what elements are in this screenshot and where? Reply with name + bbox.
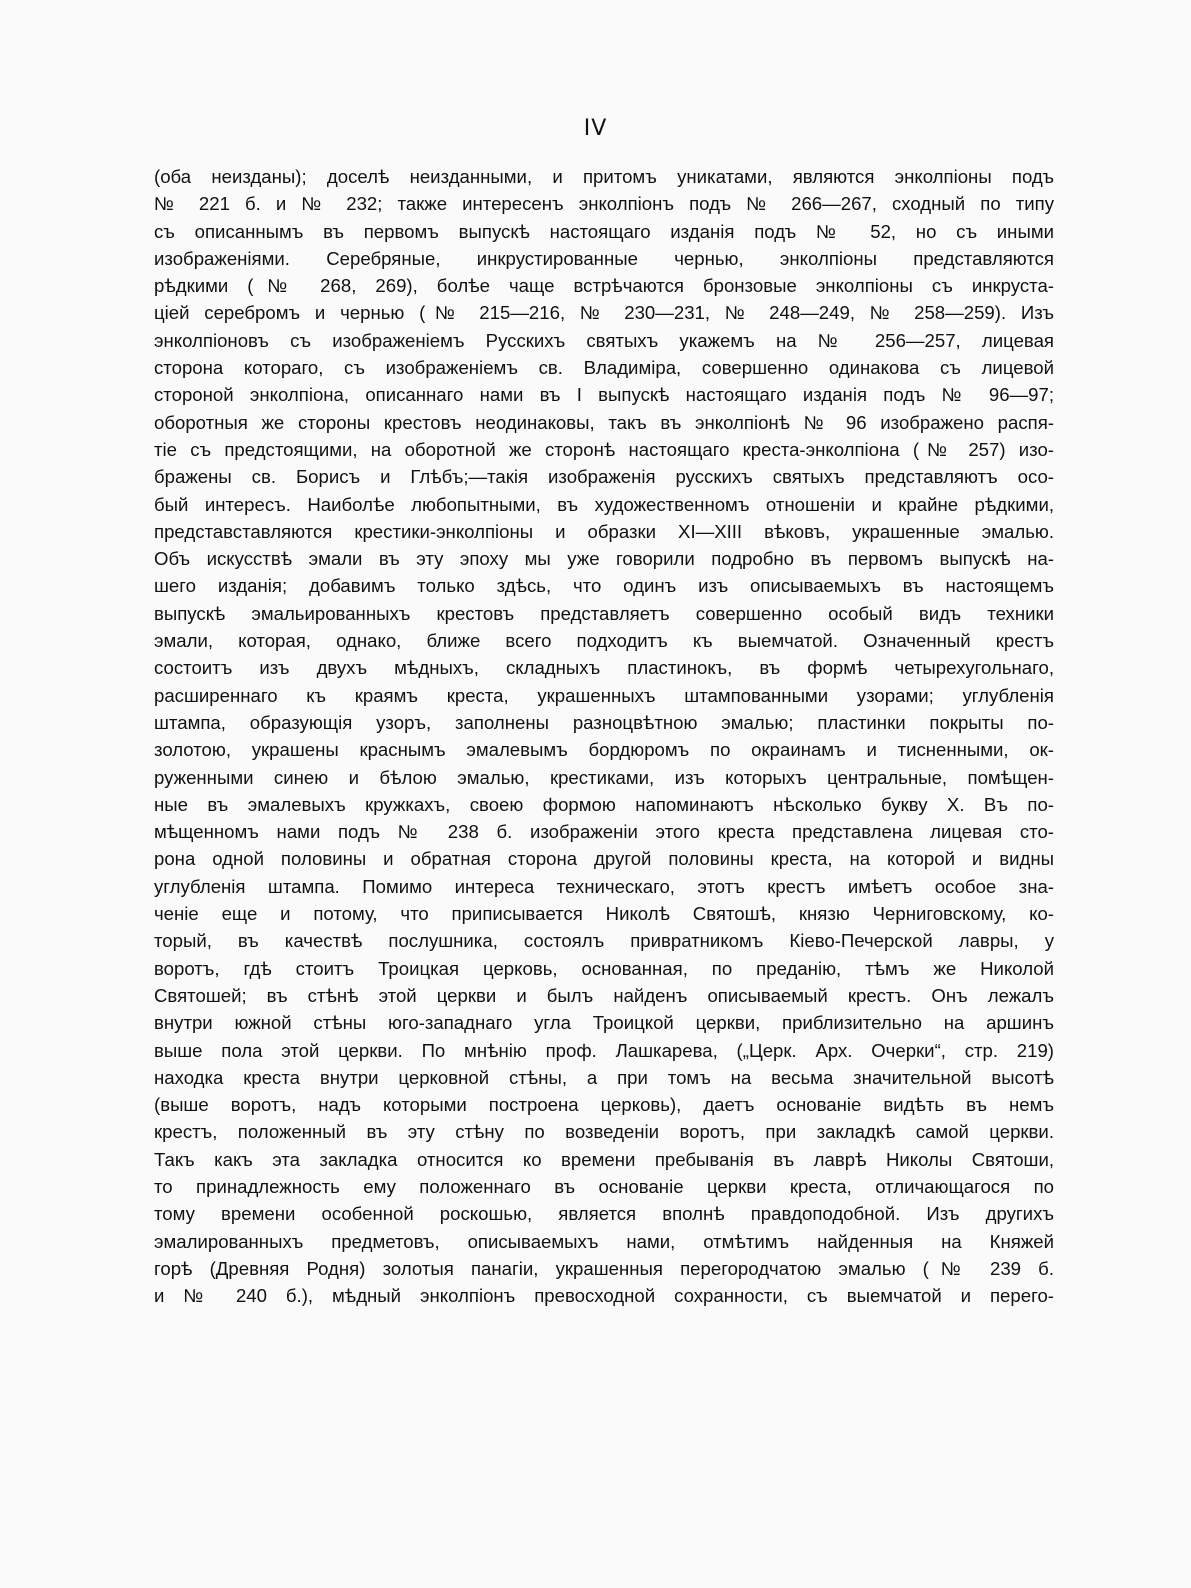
text-line: руженными синею и бѣлою эмалью, крестиками, изъ которыхъ центральные, помѣщен-: [154, 766, 1054, 788]
text-line: то принадлежность ему положеннаго въ основаніе церкви креста, отличающагося по: [154, 1175, 1054, 1197]
text-line: энколпіоновъ съ изображеніемъ Русскихъ святыхъ укажемъ на № 256—257, лицевая: [154, 329, 1054, 351]
text-line: изображеніями. Серебряные, инкрустированные чернью, энколпіоны представляются: [154, 247, 1054, 269]
text-line: расширеннаго къ краямъ креста, украшенныхъ штампованными узорами; углубленія: [154, 684, 1054, 706]
text-line: Святошей; въ стѣнѣ этой церкви и былъ найденъ описываемый крестъ. Онъ лежалъ: [154, 984, 1054, 1006]
text-line: представставляются крестики-энколпіоны и образки XI—XIII вѣковъ, украшенные эмалью.: [154, 520, 1054, 542]
text-line: бый интересъ. Наиболѣе любопытными, въ художественномъ отношеніи и крайне рѣдкими,: [154, 493, 1054, 515]
text-line: эмали, которая, однако, ближе всего подходитъ къ выемчатой. Означенный крестъ: [154, 630, 1054, 652]
text-line: золотою, украшены краснымъ эмалевымъ бордюромъ по окраинамъ и тисненными, ок-: [154, 739, 1054, 761]
text-line: Такъ какъ эта закладка относится ко времени пребыванія въ лаврѣ Николы Святоши,: [154, 1148, 1054, 1170]
text-line: состоитъ изъ двухъ мѣдныхъ, складныхъ пластинокъ, въ формѣ четырехугольнаго,: [154, 657, 1054, 679]
text-line: бражены св. Борисъ и Глѣбъ;—такія изображенія русскихъ святыхъ представляютъ осо-: [154, 466, 1054, 488]
text-line: ные въ эмалевыхъ кружкахъ, своею формою напоминаютъ нѣсколько букву X. Въ по-: [154, 793, 1054, 815]
text-line: тіе съ предстоящими, на оборотной же сторонѣ настоящаго креста-энколпіона (№ 257) изо-: [154, 438, 1054, 460]
text-line: торый, въ качествѣ послушника, состоялъ привратникомъ Кіево-Печерской лавры, у: [154, 930, 1054, 952]
text-line: выше пола этой церкви. По мнѣнію проф. Лашкарева, („Церк. Арх. Очерки“, стр. 219): [154, 1039, 1054, 1061]
text-line: рона одной половины и обратная сторона другой половины креста, на которой и видны: [154, 848, 1054, 870]
text-line: находка креста внутри церковной стѣны, а при томъ на весьма значительной высотѣ: [154, 1066, 1054, 1088]
text-line: эмалированныхъ предметовъ, описываемыхъ нами, отмѣтимъ найденныя на Княжей: [154, 1230, 1054, 1252]
text-line: ціей серебромъ и чернью (№ 215—216, № 230—231, № 248—249, № 258—259). Изъ: [154, 302, 1054, 324]
text-line: штампа, образующія узоръ, заполнены разноцвѣтною эмалью; пластинки покрыты по-: [154, 711, 1054, 733]
text-line: оборотныя же стороны крестовъ неодинаковы, такъ въ энколпіонѣ № 96 изображено распя-: [154, 411, 1054, 433]
text-line: шего изданія; добавимъ только здѣсь, что одинъ изъ описываемыхъ въ настоящемъ: [154, 575, 1054, 597]
text-line: съ описаннымъ въ первомъ выпускѣ настоящаго изданія подъ № 52, но съ иными: [154, 220, 1054, 242]
text-line: рѣдкими (№ 268, 269), болѣе чаще встрѣчаются бронзовые энколпіоны съ инкруста-: [154, 275, 1054, 297]
text-line: стороной энколпіона, описаннаго нами въ I выпускѣ настоящаго изданія подъ № 96—97;: [154, 384, 1054, 406]
text-line: Объ искусствѣ эмали въ эту эпоху мы уже говорили подробно въ первомъ выпускѣ на-: [154, 548, 1054, 570]
text-line: выпускѣ эмальированныхъ крестовъ представляетъ совершенно особый видъ техники: [154, 602, 1054, 624]
body-text: [154, 163, 1054, 1309]
text-line: (оба неизданы); доселѣ неизданными, и притомъ уникатами, являются энколпіоны подъ: [154, 166, 1054, 187]
text-line: крестъ, положенный въ эту стѣну по возведеніи воротъ, при закладкѣ самой церкви.: [154, 1121, 1054, 1143]
text-line: углубленія штампа. Помимо интереса техническаго, этотъ крестъ имѣетъ особое зна-: [154, 875, 1054, 897]
text-line: воротъ, гдѣ стоитъ Троицкая церковь, основанная, по преданію, тѣмъ же Николой: [154, 957, 1054, 979]
text-line: горѣ (Древняя Родня) золотыя панагіи, украшенныя перегородчатою эмалью (№ 239 б.: [154, 1257, 1054, 1279]
text-line: № 221 б. и № 232; также интересенъ энколпіонъ подъ № 266—267, сходный по типу: [154, 193, 1054, 215]
text-line: сторона котораго, съ изображеніемъ св. Владиміра, совершенно одинакова съ лицевой: [154, 357, 1054, 379]
text-line: тому времени особенной роскошью, является вполнѣ правдоподобной. Изъ другихъ: [154, 1203, 1054, 1225]
text-line: ченіе еще и потому, что приписывается Николѣ Святошѣ, князю Черниговскому, ко-: [154, 903, 1054, 925]
text-line: мѣщенномъ нами подъ № 238 б. изображеніи этого креста представлена лицевая сто-: [154, 821, 1054, 843]
text-line: (выше воротъ, надъ которыми построена церковь), даетъ основаніе видѣть въ немъ: [154, 1094, 1054, 1116]
text-line: и № 240 б.), мѣдный энколпіонъ превосходной сохранности, съ выемчатой и перего-: [154, 1285, 1054, 1307]
text-line: внутри южной стѣны юго-западнаго угла Троицкой церкви, приблизительно на аршинъ: [154, 1012, 1054, 1034]
page-number: IV: [583, 116, 608, 141]
